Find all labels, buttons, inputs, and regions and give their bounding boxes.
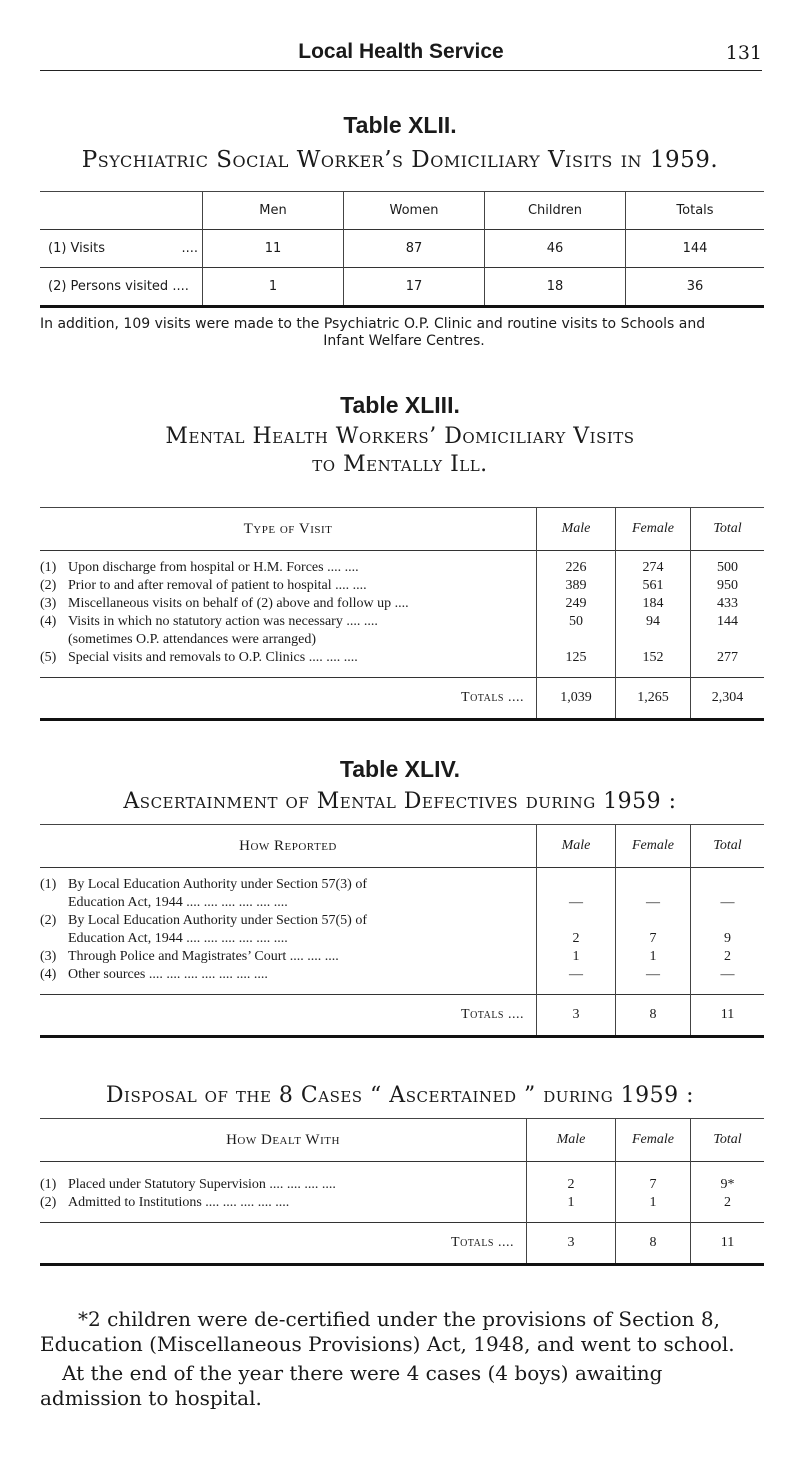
col-male: Male [537,825,616,868]
list-item: (3) Through Police and Magistrates’ Court .... .... .... [40,949,339,964]
footnote-awaiting-admission: At the end of the year there were 4 cases (4 boys) awaiting admission to hospital. [40,1361,663,1410]
col-women: Women [344,192,485,230]
disposal-header-row [40,1119,764,1162]
cell: 2,304 [691,678,765,720]
table42-title: Psychiatric Social Worker’s Domiciliary Visits in 1959. [81,147,719,173]
table43 [40,507,764,721]
table43-label: Table XLIII. [340,392,460,418]
table-row: (2) Persons visited .... 1 17 18 36 [40,268,764,307]
list-item: (5) Special visits and removals to O.P. Clinics .... .... .... [40,650,358,665]
cell: 1,265 [616,678,691,720]
table42-note: In addition, 109 visits were made to the Psychiatric O.P. Clinic and routine visits to Schools and Infant Welfare Centres. [40,316,706,349]
cell: 18 [485,268,626,307]
table42-header-row [40,192,764,230]
page-number: 131 [725,42,762,64]
list-item: (2) By Local Education Authority under Section 57(5) of Education Act, 1944 .... .... .... .... .... .... [40,913,367,946]
cell: 11 [691,995,765,1037]
table43-body: (1) Upon discharge from hospital or H.M. Forces .... .... (2) Prior to and after removal of patient to hospital .... .... (3) Miscellaneous visits on behalf of (2) above and follow up .... (4) Visits in which no statutory action was necessary .... .... (sometimes O.P. attendances were arranged) (5) Special visits and removals to O.P. Clinics .... .... .... 226 389 249 50 125 274 561 184 94 152 500 950 433 144 277 [40,551,764,678]
totals-label: Totals .... [40,1223,527,1265]
cell: 17 [344,268,485,307]
list-item: (4) Other sources .... .... .... .... .... .... .... [40,967,268,982]
list-item: (1) By Local Education Authority under Section 57(3) of Education Act, 1944 .... .... .... .... .... .... [40,877,367,910]
cell: 11 [203,230,344,268]
col-total: Total [691,1119,765,1162]
col-male: Male [527,1119,616,1162]
col-how-reported: How Reported [40,825,537,868]
cell: 1,039 [537,678,616,720]
list-item: (1) Placed under Statutory Supervision .... .... .... .... [40,1177,336,1192]
cell: 11 [691,1223,765,1265]
row-label: (1) Visits [48,241,106,256]
table44-header-row [40,825,764,868]
col-total: Total [691,508,765,551]
col-how-dealt-with: How Dealt With [40,1119,527,1162]
list-item: (2) Admitted to Institutions .... .... .... .... .... [40,1195,290,1210]
cell: 87 [344,230,485,268]
table44-title: Ascertainment of Mental Defectives during 1959 : [123,789,677,814]
col-male: Male [537,508,616,551]
footnote-decertified: *2 children were de-certified under the provisions of Section 8, Education (Miscellaneous Provisions) Act, 1948, and went to school. [40,1307,735,1356]
col-totals: Totals [626,192,765,230]
col-men: Men [203,192,344,230]
cell: 8 [616,995,691,1037]
table44 [40,824,764,1038]
cell: 3 [527,1223,616,1265]
totals-label: Totals .... [40,678,537,720]
totals-row [40,995,764,1037]
cell: 8 [616,1223,691,1265]
disposal-body: (1) Placed under Statutory Supervision .... .... .... .... (2) Admitted to Institutions .... .... .... .... .... 2 1 7 1 9* 2 [40,1162,764,1223]
cell: 1 [203,268,344,307]
list-item: (1) Upon discharge from hospital or H.M. Forces .... .... [40,560,359,575]
list-item: (2) Prior to and after removal of patient to hospital .... .... [40,578,367,593]
cell: 144 [626,230,765,268]
table44-body: (1) By Local Education Authority under Section 57(3) of Education Act, 1944 .... .... .... .... .... .... (2) By Local Education Authority under Section 57(5) of Education Act, 1944 .... .... .... .... .... .... (3) Through Police and Magistrates’ Court .... .... .... (4) Other sources .... .... .... .... .... .... .... — 2 1 — — 7 1 — — 9 2 — [40,868,764,995]
col-children: Children [485,192,626,230]
header-rule [40,70,762,71]
totals-row [40,1223,764,1265]
col-female: Female [616,825,691,868]
col-type-of-visit: Type of Visit [40,508,537,551]
col-female: Female [616,508,691,551]
col-total: Total [691,825,765,868]
row-label: (2) Persons visited [48,279,169,294]
list-item: (3) Miscellaneous visits on behalf of (2) above and follow up .... [40,596,409,611]
cell: 46 [485,230,626,268]
disposal-table [40,1118,764,1266]
table42-label: Table XLII. [343,112,457,138]
col-female: Female [616,1119,691,1162]
table43-title-line2: to Mentally Ill. [312,452,488,477]
table42 [40,191,764,308]
page-header [40,40,762,72]
disposal-title: Disposal of the 8 Cases “ Ascertained ” during 1959 : [105,1083,695,1108]
header-title: Local Health Service [298,40,504,63]
table43-title-line1: Mental Health Workers’ Domiciliary Visits [165,424,635,449]
table43-header-row [40,508,764,551]
cell: 36 [626,268,765,307]
totals-label: Totals .... [40,995,537,1037]
totals-row [40,678,764,720]
cell: 3 [537,995,616,1037]
table44-label: Table XLIV. [339,756,461,782]
list-item: (4) Visits in which no statutory action was necessary .... .... (sometimes O.P. attendances were arranged) [40,614,378,647]
table-row: (1) Visits .... 11 87 46 144 [40,230,764,268]
